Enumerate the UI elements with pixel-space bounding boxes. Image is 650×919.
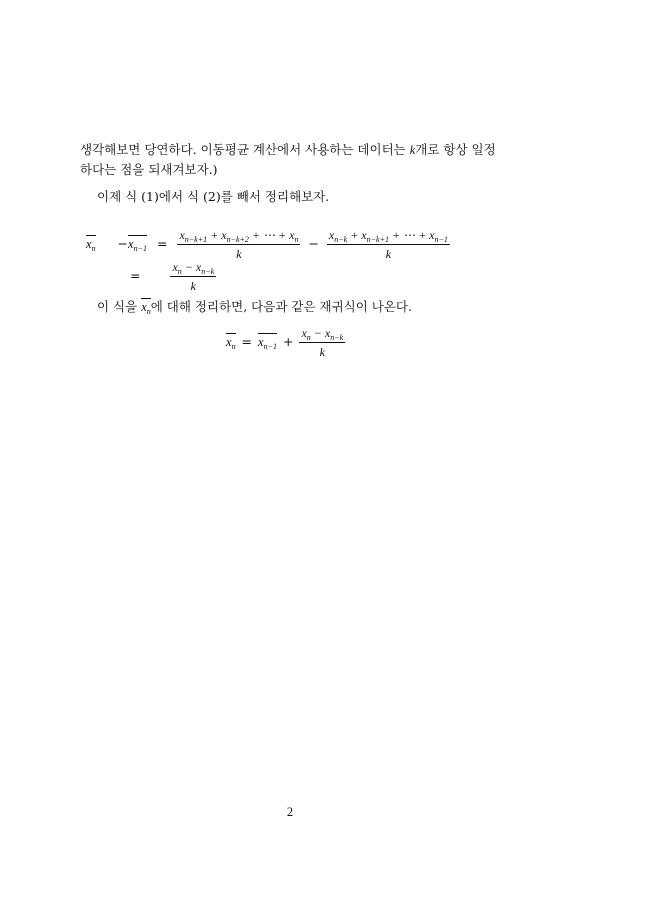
- paragraph-3-before: 이 식을: [97, 299, 142, 314]
- paragraph-3-after: 에 대해 정리하면, 다음과 같은 재귀식이 나온다.: [150, 299, 412, 314]
- recursive-fraction-denominator: k: [319, 345, 325, 359]
- fraction-simplified-denominator: k: [190, 279, 196, 293]
- equals-sign-line-2: =: [130, 268, 141, 283]
- mean-xn-bar-inline: $x_n$: [141, 300, 151, 316]
- page-number: 2: [286, 805, 294, 819]
- minus-sign-fractions: −: [308, 236, 319, 251]
- minus-sign: −: [117, 236, 129, 251]
- fraction-sum-new: [177, 228, 300, 261]
- recursive-xn-bar: $x_n$: [226, 335, 236, 351]
- mean-xn-1-bar: $x_{n-1}$: [128, 237, 147, 253]
- paragraph-2-text: 이제 식 (1)에서 식 (2)를 빼서 정리해보자.: [97, 189, 330, 204]
- recursive-plus-sign: +: [282, 334, 294, 349]
- recursive-equals-sign: =: [241, 334, 253, 349]
- equation-difference-line-1: [86, 228, 450, 261]
- recursive-xn-1-bar: $x_{n-1}$: [258, 335, 277, 351]
- recursive-fraction-numerator: $x_n - x_{n-k}$: [301, 326, 344, 342]
- fraction-sum-new-numerator: $x_{n-k+1} + x_{n-k+2}$ + ⋯ + $x_n$: [179, 228, 299, 244]
- paragraph-1-line-1-end: 개로 항상 일정: [415, 142, 496, 157]
- variable-k: k: [409, 143, 416, 157]
- paragraph-1-line-2-text: 하다는 점을 되새겨보자.): [80, 162, 218, 177]
- equation-difference-line-2: [130, 260, 216, 293]
- equation-recursive: [226, 326, 345, 359]
- paragraph-1-line-1-text: 생각해보면 당연하다. 이동평균 계산에서 사용하는 데이터는: [80, 142, 410, 157]
- paragraph-2: [97, 187, 329, 207]
- fraction-sum-old-numerator: $x_{n-k} + x_{n-k+1}$ + ⋯ + $x_{n-1}$: [328, 228, 448, 244]
- fraction-simplified: [170, 260, 216, 293]
- fraction-sum-new-denominator: k: [236, 247, 242, 261]
- paragraph-3: [97, 297, 412, 317]
- mean-xn-bar: $x_n$: [86, 237, 96, 253]
- fraction-sum-old: [327, 228, 450, 261]
- fraction-simplified-numerator: $x_n - x_{n-k}$: [172, 260, 215, 276]
- fraction-sum-old-denominator: k: [385, 247, 392, 261]
- recursive-fraction: [299, 326, 345, 359]
- equals-sign: =: [156, 236, 168, 251]
- paragraph-1: [80, 140, 496, 180]
